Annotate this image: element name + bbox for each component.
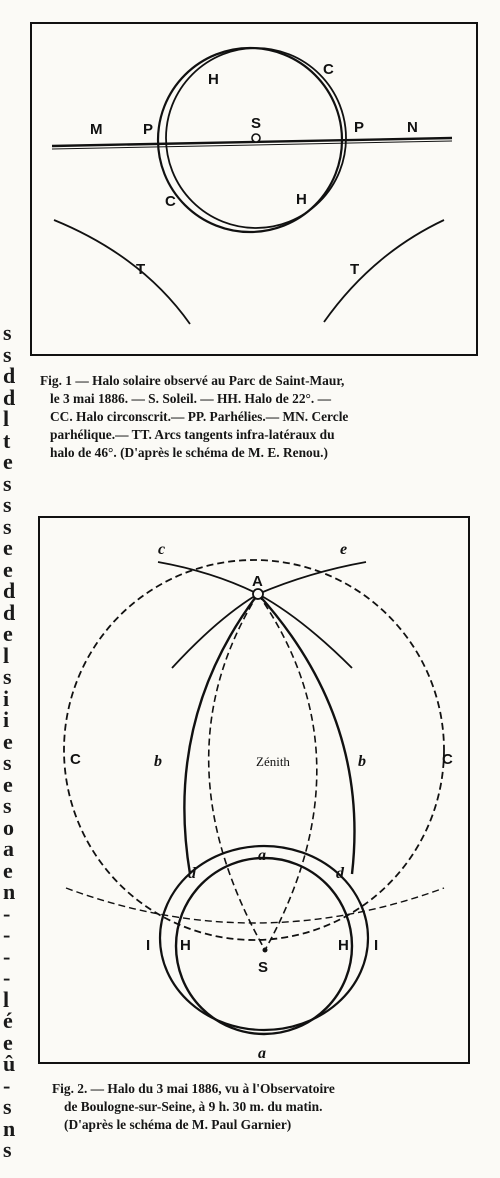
label-P-left: P <box>143 121 154 138</box>
margin-char: a <box>3 836 14 861</box>
label-C-left: C <box>70 751 81 768</box>
margin-char: s <box>3 1094 12 1119</box>
solid-arc-right-b <box>258 594 354 874</box>
margin-char: - <box>3 922 11 947</box>
margin-char: n <box>3 879 16 904</box>
margin-char: s <box>3 320 12 345</box>
tangent-arc-right <box>324 220 444 322</box>
margin-char: - <box>3 1072 11 1098</box>
label-a-bottom: a <box>258 1045 266 1062</box>
label-d-right: d <box>336 865 344 882</box>
margin-char: û <box>3 1051 16 1076</box>
label-C-bottom: C <box>165 193 176 210</box>
caption-2-line: (D'après le schéma de M. Paul Garnier) <box>64 1117 292 1132</box>
margin-char: s <box>3 470 12 496</box>
upper-arc-e <box>172 562 366 668</box>
figure-1-diagram <box>30 22 478 356</box>
caption-1-line: CC. Halo circonscrit.— PP. Parhélies.— MN. Cercle <box>50 409 349 424</box>
margin-char: l <box>3 642 10 668</box>
margin-char: e <box>3 535 13 560</box>
margin-char: l <box>3 406 10 431</box>
margin-char: d <box>3 578 16 603</box>
margin-char: é <box>3 1008 13 1033</box>
label-zenith: Zénith <box>256 754 290 769</box>
caption-2-line: Fig. 2. — Halo du 3 mai 1886, vu à l'Observatoire <box>52 1081 335 1096</box>
dashed-arc-left <box>209 594 265 950</box>
margin-char: e <box>3 556 13 582</box>
label-T-right: T <box>350 261 360 278</box>
margin-char: l <box>3 986 10 1012</box>
margin-char: - <box>3 900 11 926</box>
margin-char: s <box>3 341 12 367</box>
margin-char: e <box>3 621 13 646</box>
label-M: M <box>90 121 103 138</box>
margin-char: s <box>3 793 12 818</box>
label-H-bottom: H <box>296 191 307 208</box>
caption-1-line: le 3 mai 1886. — S. Soleil. — HH. Halo de 22°. — <box>50 391 331 406</box>
label-S: S <box>258 959 269 976</box>
label-a-top: a <box>258 847 266 864</box>
label-H-top: H <box>208 71 219 88</box>
figure-2-caption <box>52 1080 335 1134</box>
label-c-left: c <box>158 541 166 558</box>
figure-2-diagram <box>38 516 470 1064</box>
label-H-right: H <box>338 937 349 954</box>
label-H-left: H <box>180 937 191 954</box>
label-P-right: P <box>354 119 365 136</box>
dashed-horizon-arc <box>66 888 444 923</box>
point-A-symbol <box>253 589 263 599</box>
label-b-right: b <box>358 753 366 770</box>
margin-char: s <box>3 513 12 539</box>
margin-char: - <box>3 965 11 990</box>
label-S: S <box>251 115 262 132</box>
caption-2-line: de Boulogne-sur-Seine, à 9 h. 30 m. du matin. <box>64 1099 323 1114</box>
margin-char: o <box>3 814 14 840</box>
margin-char: e <box>3 771 13 797</box>
label-N: N <box>407 119 418 136</box>
label-b-left: b <box>154 753 162 770</box>
cropped-column-text <box>0 0 24 1178</box>
margin-char: d <box>3 599 16 625</box>
figure-2-drawing <box>40 518 468 1062</box>
label-T-left: T <box>136 261 146 278</box>
label-e-right: e <box>340 541 348 558</box>
label-I-left: I <box>146 937 151 954</box>
caption-1-line: Fig. 1 — Halo solaire observé au Parc de Saint-Maur, <box>40 373 345 388</box>
label-C-top: C <box>323 61 334 78</box>
margin-char: s <box>3 750 12 775</box>
margin-char: s <box>3 664 12 689</box>
figure-1-caption <box>40 372 348 462</box>
label-d-left: d <box>188 865 196 882</box>
margin-char: t <box>3 427 11 453</box>
margin-char: d <box>3 363 16 388</box>
margin-char: e <box>3 1029 13 1055</box>
sun-symbol <box>252 134 260 142</box>
margin-char: i <box>3 685 10 711</box>
margin-char: n <box>3 1115 16 1141</box>
solid-arc-left-b <box>184 594 258 874</box>
tangent-arc-left <box>54 220 190 324</box>
margin-char: e <box>3 449 13 474</box>
margin-char: e <box>3 728 13 754</box>
caption-1-line: halo de 46°. (D'après le schéma de M. E. Renou.) <box>50 445 328 460</box>
sun-point <box>263 948 268 953</box>
margin-char: e <box>3 857 13 883</box>
margin-char: d <box>3 384 16 410</box>
halo-22-lower <box>176 858 352 1034</box>
margin-char: - <box>3 943 11 969</box>
margin-char: s <box>3 1137 12 1162</box>
dashed-arc-right <box>258 594 317 950</box>
label-A: A <box>252 573 263 590</box>
label-I-right: I <box>374 937 379 954</box>
label-C-right: C <box>442 751 453 768</box>
margin-char: i <box>3 707 10 732</box>
margin-char: s <box>3 492 12 517</box>
caption-1-line: parhélique.— TT. Arcs tangents infra-latéraux du <box>50 427 335 442</box>
zenith-axis-hidden <box>258 594 265 948</box>
large-dashed-halo <box>64 560 444 940</box>
figure-1-drawing <box>32 24 476 354</box>
